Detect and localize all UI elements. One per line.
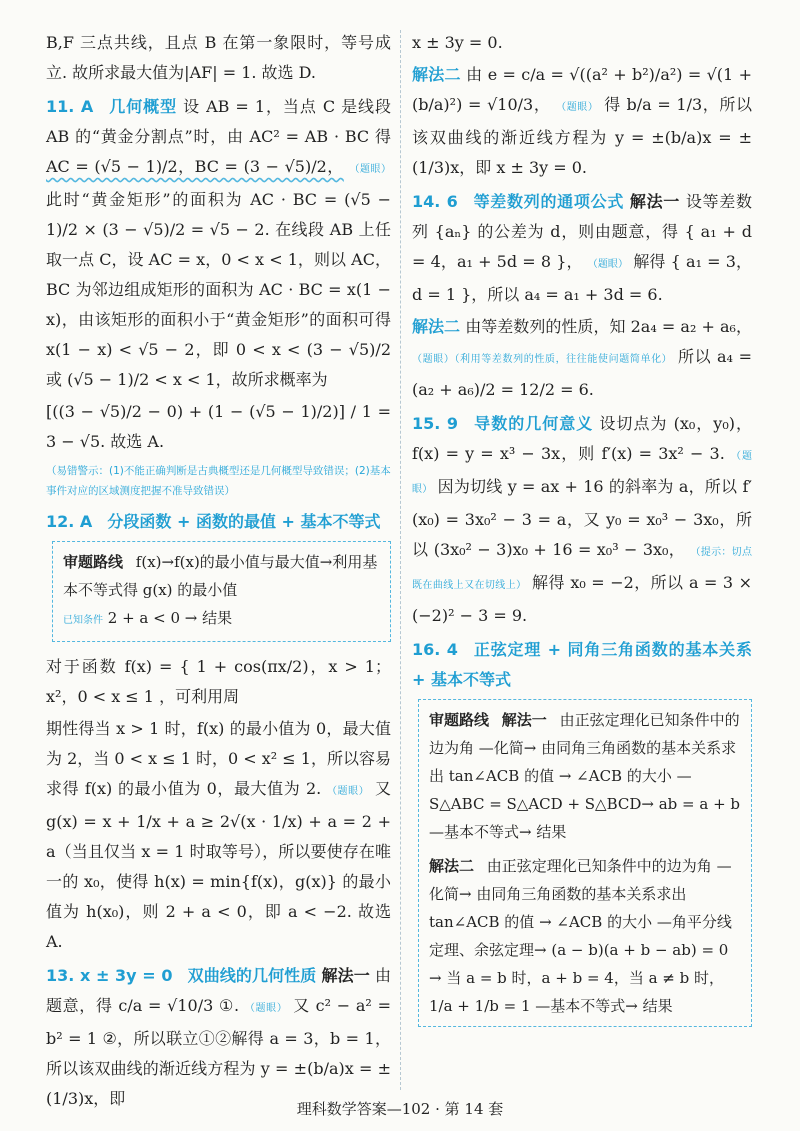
q11-topic: 几何概型 — [109, 97, 178, 116]
q15-body3: 解得 x₀ = −2，所以 a = 3 × (−2)² − 3 = 9. — [412, 573, 752, 625]
question-15 — [412, 409, 752, 631]
q15-topic: 导数的几何意义 — [474, 414, 594, 433]
q13-answer: 13. x ± 3y = 0 — [46, 966, 173, 985]
q12-fx-case1: 1 + cos(πx/2)，x > 1 — [196, 657, 375, 676]
q13-m2-body: 由 e = c/a = √((a² + b²)/a²) = √(1 + (b/a)²) = √10/3， — [412, 65, 752, 114]
q11-key-tag: （题眼） — [349, 164, 391, 175]
q12-fx-tail: ，可利用周 — [159, 687, 240, 706]
q15-body: 设切点为 (x₀，y₀)，f(x) = y = x³ − 3x，则 f′(x) = 3x² − 3. — [412, 414, 752, 463]
q13-method1: 解法一 — [321, 966, 370, 985]
q14-answer: 14. 6 — [412, 192, 458, 211]
q14-key-tag: （题眼） — [587, 259, 629, 270]
question-14 — [412, 187, 752, 405]
q13-body: 由题意，得 c/a = √10/3 ①. — [46, 966, 392, 1015]
q11-eq1: AC = (√5 − 1)/2，BC = (3 − √5)/2， — [46, 157, 344, 176]
right-column — [412, 28, 752, 1037]
page-footer: 理科数学答案—102 · 第 14 套 — [296, 1100, 504, 1118]
q16-box-title: 审题路线 — [429, 711, 490, 729]
q16-answer: 16. 4 — [412, 640, 458, 659]
left-column — [46, 28, 391, 1116]
q12-answer: 12. A — [46, 512, 93, 531]
q14-body2: 解得 { a₁ = 3，d = 1 }，所以 a₄ = a₁ + 3d = 6. — [412, 252, 753, 304]
q11-formula: [((3 − √5)/2 − 0) + (1 − (√5 − 1)/2)] / 1 = 3 − √5. 故选 A. — [46, 402, 391, 451]
q11-answer: 11. A — [46, 97, 94, 116]
column-divider — [400, 30, 402, 1090]
question-16 — [412, 635, 752, 1027]
q14-method1: 解法一 — [629, 192, 681, 211]
q13-m2-tag: （题眼） — [556, 102, 599, 113]
q16-m2-text: 由正弦定理化已知条件中的边为角 —化简→ 由同角三角函数的基本关系求出 tan∠ACB 的值 → ∠ACB 的大小 —角平分线定理、余弦定理→ (a − b)(a + b − ab) = 0 → 当 a = b 时，a + b = 4，当 a ≠ b 时，1/a + 1/b = 1 —基本不等式→ 结果 — [429, 857, 732, 1015]
q16-method1: 解法一 — [501, 711, 547, 729]
q12-key-tag: （题眼） — [326, 786, 370, 797]
q15-body2: 因为切线 y = ax + 16 的斜率为 a，所以 f′(x₀) = 3x₀² − 3 = a，又 y₀ = x₀³ − 3x₀，所以 (3x₀² − 3)x₀ + 16 = x₀³ − 3x₀， — [412, 477, 753, 559]
q15-key-tag: （题眼） — [412, 451, 752, 495]
q13-topic: 双曲线的几何性质 — [187, 966, 317, 985]
q15-tip: （提示：切点既在曲线上又在切线上） — [412, 547, 752, 591]
q12-box-title: 审题路线 — [63, 553, 124, 571]
question-11 — [46, 92, 391, 501]
intro-text: B,F 三点共线，且点 B 在第一象限时，等号成立. 故所求最大值为|AF| = 1. 故选 D. — [46, 33, 391, 82]
q16-method2: 解法二 — [429, 857, 475, 875]
q12-body: 期性得当 x > 1 时，f(x) 的最小值为 0，最大值为 2，当 0 < x ≤ 1 时，0 < x² ≤ 1，所以容易求得 f(x) 的最小值为 0，最大值为 2. — [46, 719, 391, 798]
q12-fx-label: 对于函数 f(x) = — [46, 657, 180, 676]
q16-topic: 正弦定理 + 同角三角函数的基本关系 + 基本不等式 — [412, 640, 752, 689]
q12-fx-case2: x²，0 < x ≤ 1 — [46, 687, 154, 706]
question-12: 12. A 分段函数 + 函数的最值 + 基本不等式 审题路线 f(x)→f(x)的最小值与最大值→利用基本不等式得 g(x) 的最小值 已知条件 2 + a < 0 → 结果 对于函数 f(x) = { 1 + cos(πx/2)，x > 1； x²，0 < x ≤ 1 ，可利用周 期性得当 x > 1 时，f(x) 的最小值为 0，最大值为 2，当 0 < x ≤ 1 时，0 < x² ≤ 1，所以容易求得 f(x) 的最小值为 0，最大值为 2. （题眼） 又 g(x) = x + 1/x + a ≥ 2√(x · 1/x) + a = 2 + a（当且仅当 x = 1 时取等号），所以要使存在唯一的 x₀，使得 h(x) = min{f(x)，g(x)} 的最小值为 h(x₀)，则 2 + a < 0，即 a < −2. 故选 A. — [46, 512, 391, 951]
q11-body2: 此时“黄金矩形”的面积为 AC · BC = (√5 − 1)/2 × (3 − √5)/2 = √5 − 2. 在线段 AB 上任取一点 C，设 AC = x，0 < x < 1，则以 AC，BC 为邻边组成矩形的面积为 AC · BC = x(1 − x)，由该矩形的面积小于“黄金矩形”的面积可得 x(1 − x) < √5 − 2，即 0 < x < (3 − √5)/2 或 (√5 − 1)/2 < x < 1，故所求概率为 — [46, 190, 391, 389]
q16-reasoning-box — [418, 699, 752, 1027]
q13-key-tag: （题眼） — [244, 1003, 288, 1014]
q12-body2: 又 g(x) = x + 1/x + a ≥ 2√(x · 1/x) + a = 2 + a（当且仅当 x = 1 时取等号），所以要使存在唯一的 x₀，使得 h(x) = min{f(x)，g(x)} 的最小值为 h(x₀)，则 2 + a < 0，即 a < −2. 故选 A. — [46, 779, 391, 951]
q12-box-arrow-label: 已知条件 — [63, 615, 103, 626]
q15-answer: 15. 9 — [412, 414, 459, 433]
q14-topic: 等差数列的通项公式 — [473, 192, 625, 211]
q14-m2-body: 由等差数列的性质，知 2a₄ = a₂ + a₆， — [465, 317, 752, 336]
q14-body: 设等差数列 {aₙ} 的公差为 d，则由题意，得 { a₁ + d = 4，a₁ + 5d = 8 }， — [412, 192, 752, 271]
q11-warning: （易错警示：(1)不能正确判断是古典概型还是几何概型导致错误；(2)基本事件对应的区域测度把握不准导致错误） — [46, 465, 391, 497]
q13-body2: 又 c² − a² = b² = 1 ②，所以联立①②解得 a = 3，b = 1，所以该双曲线的渐近线方程为 y = ±(b/a)x = ±(1/3)x，即 — [46, 996, 391, 1108]
q12-box-text: f(x)→f(x)的最小值与最大值→利用基本不等式得 g(x) 的最小值 — [63, 553, 378, 599]
q12-reasoning-box — [52, 541, 391, 642]
q14-m2-body2: 所以 a₄ = (a₂ + a₆)/2 = 12/2 = 6. — [412, 347, 752, 399]
q13-method2: 解法二 — [412, 65, 461, 84]
q14-method2: 解法二 — [412, 317, 461, 336]
q11-body: 设 AB = 1，当点 C 是线段 AB 的“黄金分割点”时，由 AC² = AB · BC 得 — [46, 97, 391, 146]
q14-m2-tag: （题眼）（利用等差数列的性质，往往能使问题简单化） — [412, 354, 673, 365]
q13-continued: x ± 3y = 0. — [412, 33, 503, 52]
q12-box-result: 2 + a < 0 → 结果 — [107, 609, 233, 627]
q12-topic: 分段函数 + 函数的最值 + 基本不等式 — [107, 512, 381, 531]
question-13 — [46, 961, 391, 1114]
q13-m2-body2: 得 b/a = 1/3，所以该双曲线的渐近线方程为 y = ±(b/a)x = ±(1/3)x，即 x ± 3y = 0. — [412, 95, 752, 177]
q16-m1-text: 由正弦定理化已知条件中的边为角 —化简→ 由同角三角函数的基本关系求出 tan∠ACB 的值 → ∠ACB 的大小 —S△ABC = S△ACD + S△BCD→ ab = a + b —基本不等式→ 结果 — [429, 711, 741, 841]
